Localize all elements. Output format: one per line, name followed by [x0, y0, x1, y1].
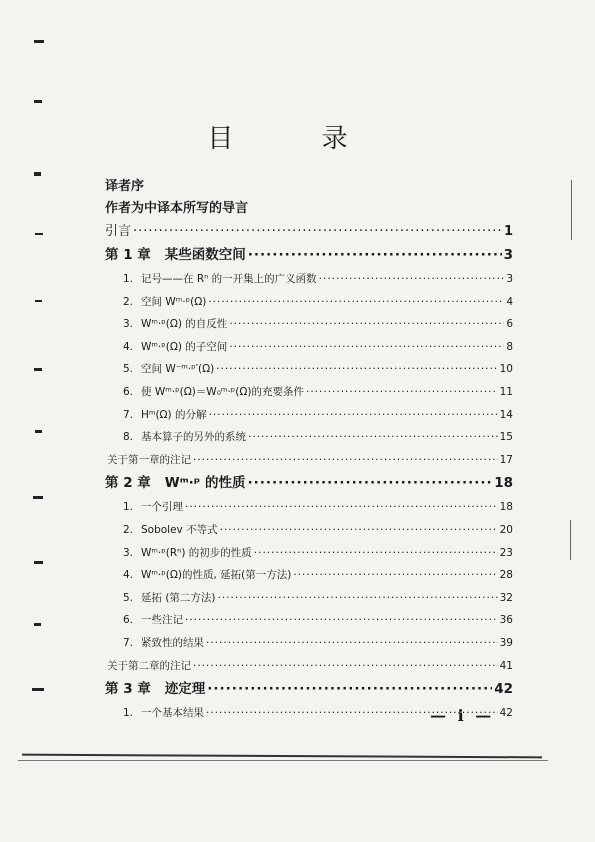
toc-page-number: 42: [499, 707, 513, 720]
scan-mark: [571, 180, 572, 240]
toc-page-number: 3: [506, 273, 513, 285]
toc-intro-label: 引言: [105, 224, 132, 239]
toc-section[interactable]: [105, 381, 513, 404]
scan-mark: [34, 623, 41, 626]
section-number: 6.: [123, 385, 134, 398]
leader-dots: [248, 426, 498, 449]
section-title: Wᵐ·ᵖ(Ω) 的子空间: [141, 340, 228, 353]
toc-section[interactable]: [105, 336, 513, 359]
scan-mark: [33, 496, 43, 499]
toc-page-number: 18: [499, 501, 513, 514]
scan-mark: [34, 100, 42, 103]
section-number: 1.: [123, 501, 134, 514]
section-title: Wᵐ·ᵖ(Rⁿ) 的初步的性质: [141, 546, 252, 559]
toc-page-number: 4: [506, 295, 513, 308]
toc-page-number: 8: [506, 340, 513, 353]
toc-section[interactable]: [105, 542, 513, 565]
scan-mark: [32, 688, 44, 691]
section-title: 一些注记: [141, 614, 183, 627]
chapter-title: 某些函数空间: [164, 247, 246, 263]
note-title: 关于第一章的注记: [107, 453, 191, 466]
toc-page-number: 11: [499, 385, 513, 398]
leader-dots: [193, 449, 498, 472]
scan-mark: [34, 561, 43, 564]
note-title: 关于第二章的注记: [107, 659, 191, 672]
leader-dots: [229, 313, 504, 336]
section-number: 3.: [123, 546, 134, 559]
leader-dots: [206, 632, 498, 655]
leader-dots: [229, 336, 504, 359]
section-title: Wᵐ·ᵖ(Ω) 的自反性: [141, 318, 228, 331]
scan-mark: [34, 172, 41, 176]
toc-page-number: 15: [499, 431, 513, 444]
toc-page-number: 3: [503, 247, 513, 263]
toc-page-number: 10: [499, 363, 513, 376]
toc-chapter[interactable]: [105, 243, 513, 268]
section-title: Wᵐ·ᵖ(Ω)的性质, 延拓(第一方法): [141, 569, 292, 582]
page-edge-line: [18, 760, 548, 761]
toc-chapter[interactable]: [105, 471, 513, 496]
page-title: 目 录: [207, 124, 388, 154]
page-folio: — i —: [430, 706, 495, 725]
leader-dots: [185, 496, 498, 519]
toc-page-number: 17: [499, 453, 513, 466]
leader-dots: [208, 291, 504, 314]
scan-mark: [34, 368, 42, 371]
leader-dots: [247, 471, 492, 496]
section-title: 一个引理: [141, 501, 183, 514]
section-title: 空间 W⁻ᵐ·ᵖ′(Ω): [141, 363, 215, 376]
toc-intro[interactable]: [105, 220, 513, 243]
chapter-number: 第 1 章: [105, 247, 151, 263]
section-title: 空间 Wᵐ·ᵖ(Ω): [141, 295, 207, 308]
scan-mark: [35, 233, 43, 235]
section-number: 2.: [123, 295, 134, 308]
section-title: 基本算子的另外的系统: [141, 431, 246, 444]
toc-section[interactable]: [105, 564, 513, 587]
section-number: 1.: [123, 707, 134, 720]
toc-section[interactable]: [105, 519, 513, 542]
leader-dots: [248, 243, 502, 268]
toc-section[interactable]: [105, 609, 513, 632]
leader-dots: [306, 381, 498, 404]
section-number: 3.: [123, 318, 134, 331]
leader-dots: [193, 655, 498, 678]
toc-page-number: 1: [503, 224, 513, 239]
section-number: 1.: [123, 273, 134, 285]
leader-dots: [254, 542, 498, 565]
section-number: 8.: [123, 431, 134, 444]
toc-preface-label: 译者序: [105, 179, 145, 194]
section-number: 6.: [123, 614, 134, 627]
toc-section[interactable]: [105, 426, 513, 449]
toc-page-number: 42: [494, 681, 513, 698]
leader-dots: [207, 677, 492, 702]
section-number: 7.: [123, 408, 134, 421]
leader-dots: [209, 404, 498, 427]
section-number: 5.: [123, 363, 134, 376]
toc-page-number: 36: [499, 614, 513, 627]
leader-dots: [220, 519, 498, 542]
chapter-number: 第 2 章: [105, 475, 151, 492]
section-title: 紧致性的结果: [141, 636, 204, 649]
toc-chapter[interactable]: [105, 677, 513, 702]
leader-dots: [293, 564, 497, 587]
scan-mark: [570, 520, 571, 560]
toc-section[interactable]: [105, 404, 513, 427]
leader-dots: [218, 587, 498, 610]
scan-mark: [35, 300, 42, 302]
section-number: 2.: [123, 523, 134, 536]
chapter-number: 第 3 章: [105, 681, 151, 698]
toc-section[interactable]: [105, 358, 513, 381]
chapter-title: Wᵐ·ᵖ 的性质: [164, 475, 246, 492]
toc-section[interactable]: [105, 496, 513, 519]
section-number: 5.: [123, 591, 134, 604]
section-title: 一个基本结果: [141, 707, 204, 720]
leader-dots: [216, 358, 497, 381]
page-edge-line: [22, 754, 542, 759]
leader-dots: [185, 609, 498, 632]
toc-section[interactable]: [105, 313, 513, 336]
toc-chapter-note[interactable]: [105, 449, 513, 472]
toc-page-number: 6: [506, 318, 513, 331]
toc-preface[interactable]: [105, 176, 513, 198]
toc-page-number: 18: [494, 475, 513, 492]
toc-chapter-note[interactable]: [105, 655, 513, 678]
toc-section[interactable]: [105, 291, 513, 314]
toc-page-number: 39: [499, 636, 513, 649]
section-title: 记号——在 Rⁿ 的一开集上的广义函数: [141, 273, 317, 285]
section-title: Sobolev 不等式: [141, 523, 218, 536]
toc-page-number: 23: [499, 546, 513, 559]
scan-mark: [35, 430, 42, 433]
section-title: Hᵐ(Ω) 的分解: [141, 408, 207, 421]
leader-dots: [133, 220, 502, 243]
toc-section[interactable]: [105, 587, 513, 610]
toc-page-number: 14: [499, 408, 513, 421]
section-number: 7.: [123, 636, 134, 649]
section-title: 使 Wᵐ·ᵖ(Ω)＝W₀ᵐ·ᵖ(Ω)的充要条件: [141, 385, 304, 398]
toc-page-number: 32: [499, 591, 513, 604]
toc-page-number: 41: [499, 659, 513, 672]
toc-section[interactable]: [105, 268, 513, 291]
section-title: 延拓 (第二方法): [141, 591, 216, 604]
toc-section[interactable]: [105, 632, 513, 655]
table-of-contents: [105, 176, 513, 725]
chapter-title: 迹定理: [164, 681, 206, 698]
scan-mark: [34, 40, 44, 43]
section-number: 4.: [123, 340, 134, 353]
toc-page-number: 20: [499, 523, 513, 536]
section-number: 4.: [123, 569, 134, 582]
toc-preface-label: 作者为中译本所写的导言: [105, 201, 249, 216]
toc-preface[interactable]: [105, 198, 513, 220]
toc-page-number: 28: [499, 569, 513, 582]
leader-dots: [319, 268, 505, 291]
